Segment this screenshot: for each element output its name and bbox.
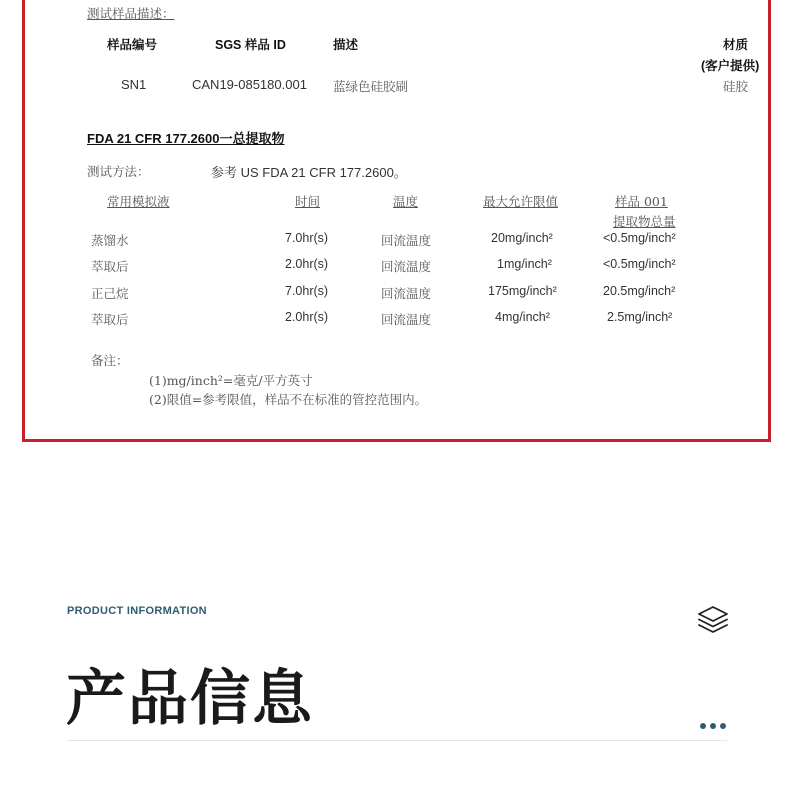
row3-limit: 175mg/inch² (488, 284, 557, 298)
col-limit: 最大允许限值 (483, 194, 559, 209)
more-dots-icon[interactable] (700, 723, 730, 731)
dot (700, 723, 706, 729)
row4-result: 2.5mg/inch² (607, 310, 673, 324)
product-information-title: 产品信息 (66, 665, 314, 732)
sample-description-heading: 测试样品描述： (87, 6, 175, 21)
row2-result: <0.5mg/inch² (603, 257, 676, 271)
col-simulant: 常用模拟液 (107, 194, 170, 209)
sample-no-value: SN1 (121, 77, 147, 92)
row2-time: 2.0hr(s) (285, 257, 329, 271)
test-report-frame (22, 0, 771, 442)
method-value: 参考 US FDA 21 CFR 177.2600。 (211, 165, 407, 180)
section-title: FDA 21 CFR 177.2600一总提取物 (87, 131, 285, 146)
divider (67, 740, 727, 741)
header-material: 材质 (723, 38, 749, 52)
dot (710, 723, 716, 729)
row3-temp: 回流温度 (381, 286, 432, 301)
dot (720, 723, 726, 729)
row3-result: 20.5mg/inch² (603, 284, 676, 298)
row3-simulant: 正己烷 (91, 286, 129, 301)
row1-simulant: 蒸馏水 (91, 233, 129, 248)
row1-limit: 20mg/inch² (491, 231, 553, 245)
product-information-label: PRODUCT INFORMATION (67, 605, 207, 617)
sgs-id-value: CAN19-085180.001 (192, 77, 307, 92)
row4-time: 2.0hr(s) (285, 310, 329, 324)
row3-time: 7.0hr(s) (285, 284, 329, 298)
notes-label: 备注： (91, 353, 129, 368)
header-material-note: (客户提供) (701, 59, 760, 73)
description-value: 蓝绿色硅胶刷 (333, 79, 409, 94)
row2-simulant: 萃取后 (91, 259, 129, 274)
header-description: 描述 (333, 38, 359, 52)
row2-limit: 1mg/inch² (497, 257, 552, 271)
row1-temp: 回流温度 (381, 233, 432, 248)
row1-time: 7.0hr(s) (285, 231, 329, 245)
col-temperature: 温度 (393, 194, 419, 209)
note-1: (1)mg/inch²=毫克/平方英寸 (149, 373, 313, 388)
col-time: 时间 (295, 194, 321, 209)
row4-limit: 4mg/inch² (495, 310, 550, 324)
row4-simulant: 萃取后 (91, 312, 129, 327)
col-sample-sub: 提取物总量 (613, 214, 676, 229)
row4-temp: 回流温度 (381, 312, 432, 327)
layers-icon (696, 604, 730, 636)
row1-result: <0.5mg/inch² (603, 231, 676, 245)
note-2: (2)限值=参考限值，样品不在标准的管控范围内。 (149, 392, 428, 407)
material-value: 硅胶 (723, 79, 749, 94)
header-sample-no: 样品编号 (107, 38, 158, 52)
col-sample: 样品 001 (615, 194, 668, 209)
method-label: 测试方法： (87, 164, 150, 179)
header-sgs-id: SGS 样品 ID (215, 38, 286, 52)
row2-temp: 回流温度 (381, 259, 432, 274)
